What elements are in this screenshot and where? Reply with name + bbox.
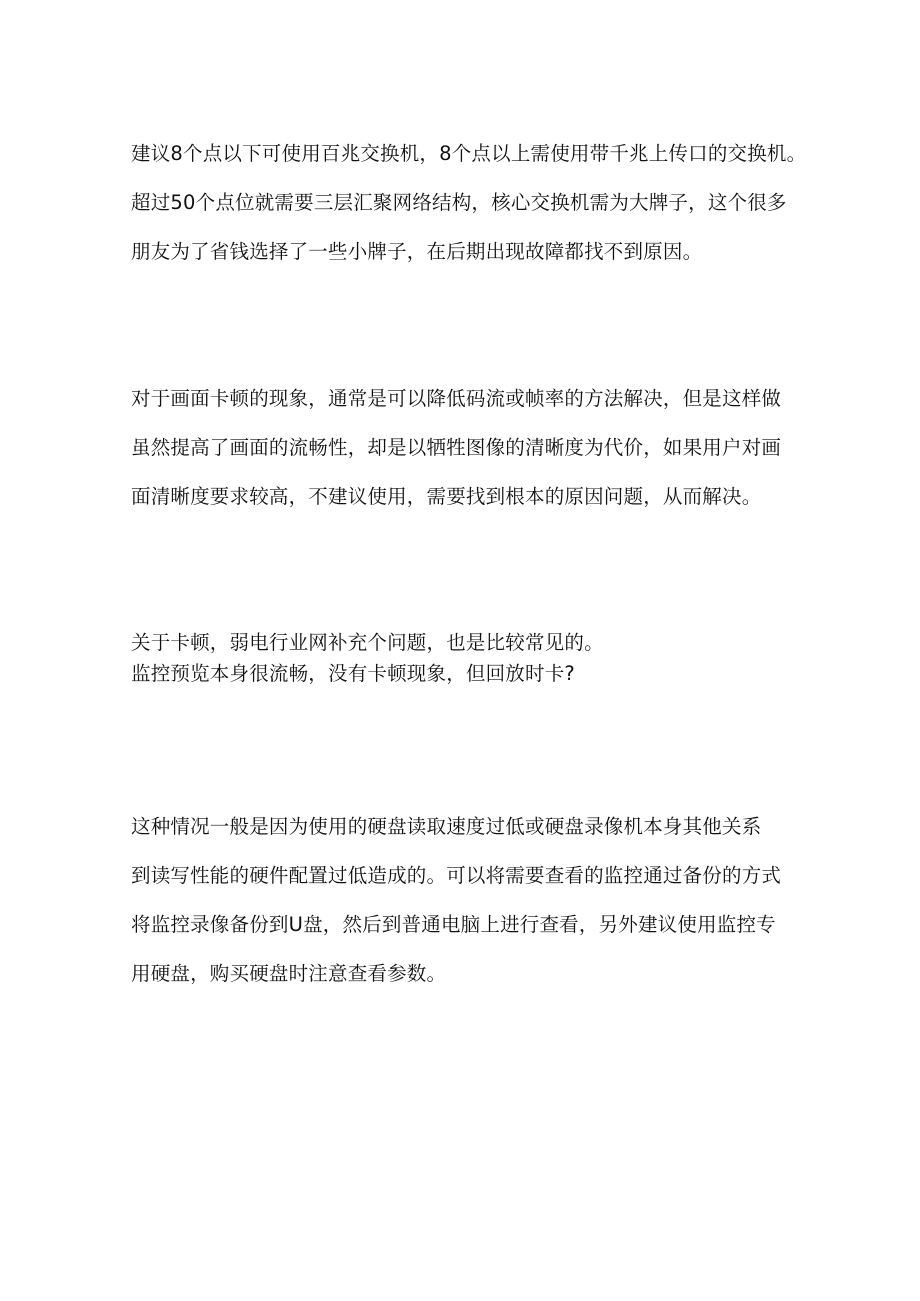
- text-line: 到读写性能的硬件配置过低造成的。可以将需要查看的监控通过备份的方式: [131, 864, 782, 887]
- text-line: 朋友为了省钱选择了一些小牌子，在后期出现故障都找不到原因。: [131, 240, 703, 263]
- text-line: 将监控录像备份到U盘，然后到普通电脑上进行查看，另外建议使用监控专: [131, 913, 776, 936]
- text-line: 监控预览本身很流畅，没有卡顿现象，但回放时卡?: [131, 662, 575, 685]
- text-line: 对于画面卡顿的现象，通常是可以降低码流或帧率的方法解决，但是这样做: [131, 387, 782, 410]
- paragraph-stutter-solution: [131, 374, 811, 521]
- text-line: 用硬盘，购买硬盘时注意查看参数。: [131, 962, 447, 985]
- paragraph-switch-recommendation: [131, 129, 811, 276]
- text-line: 虽然提高了画面的流畅性，却是以牺牲图像的清晰度为代价，如果用户对画: [131, 436, 782, 459]
- paragraph-playback-answer: [131, 802, 811, 998]
- text-line: 面清晰度要求较高，不建议使用，需要找到根本的原因问题，从而解决。: [131, 485, 762, 508]
- text-line: 建议8个点以下可使用百兆交换机，8个点以上需使用带千兆上传口的交换机。: [131, 142, 807, 165]
- text-line: 关于卡顿，弱电行业网补充个问题，也是比较常见的。: [131, 631, 604, 654]
- text-line: 这种情况一般是因为使用的硬盘读取速度过低或硬盘录像机本身其他关系: [131, 815, 762, 838]
- text-line: 超过50个点位就需要三层汇聚网络结构，核心交换机需为大牌子，这个很多: [131, 191, 787, 214]
- paragraph-playback-question: [131, 627, 811, 689]
